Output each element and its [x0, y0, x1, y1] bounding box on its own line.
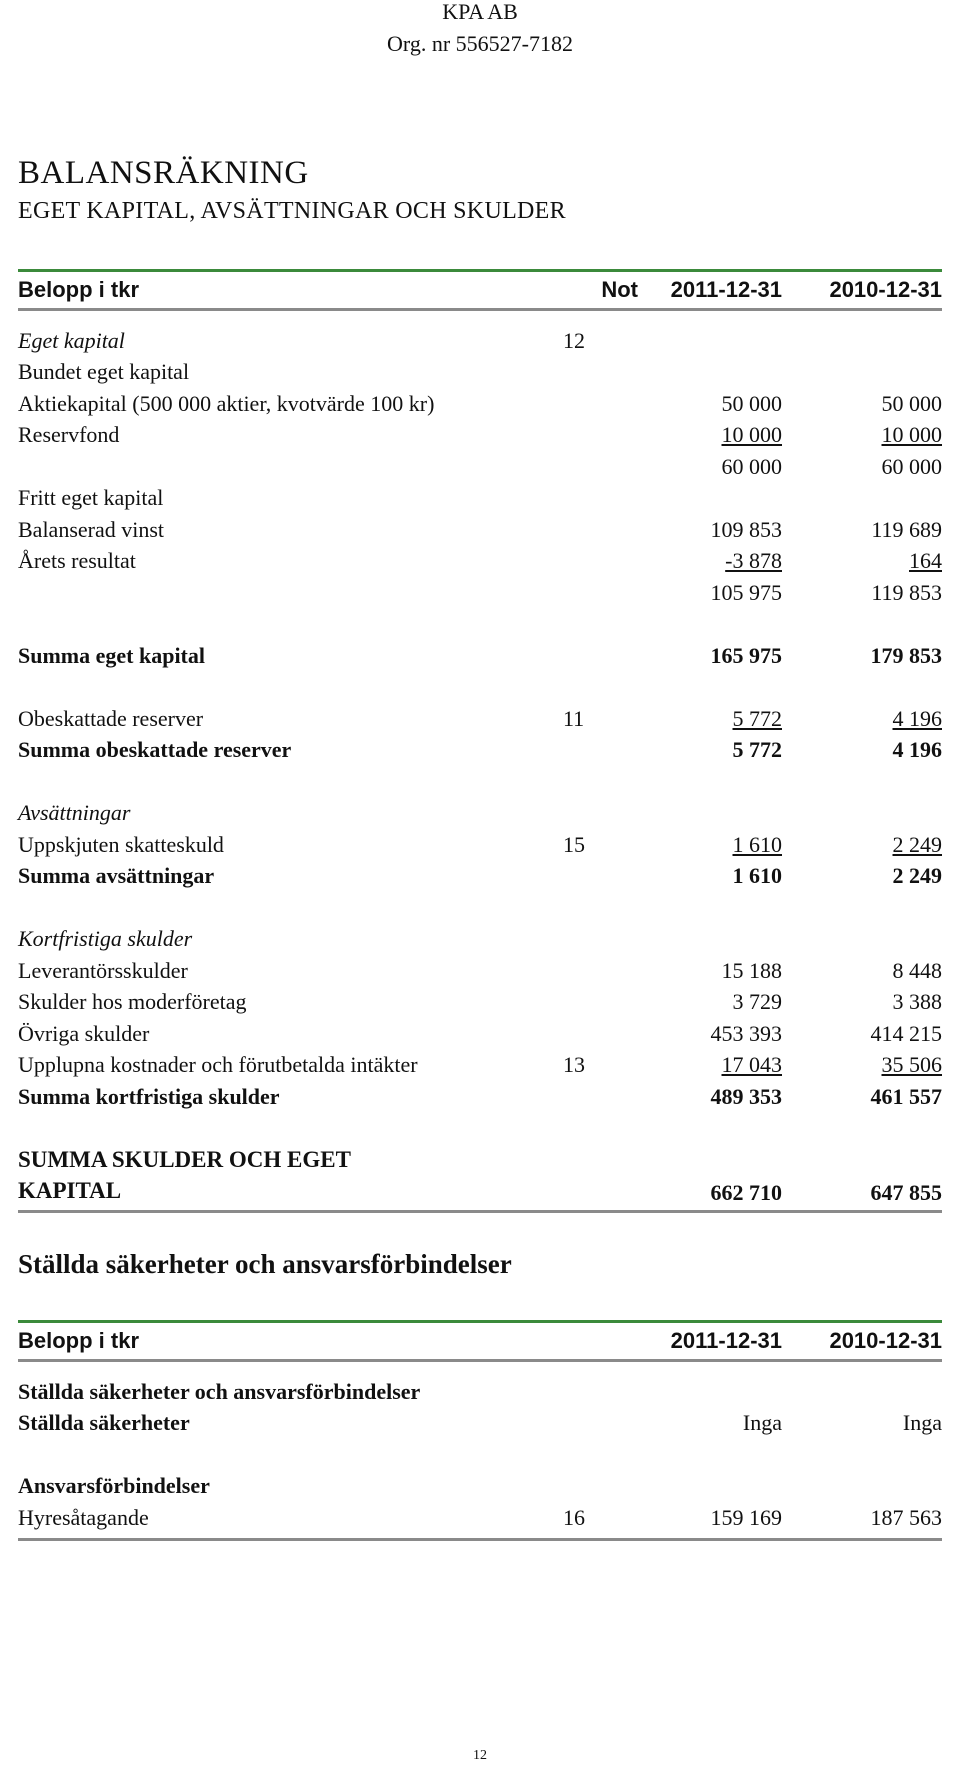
col-note-header: Not — [601, 277, 638, 302]
table-row — [18, 924, 942, 956]
row-value-year2: 10 000 — [881, 422, 942, 448]
row-value-year2: 179 853 — [870, 642, 942, 668]
row-label: Summa kortfristiga skulder — [18, 1083, 280, 1109]
row-value-year2: 4 196 — [892, 705, 942, 731]
spacer — [18, 672, 942, 704]
grand-total-rule — [18, 1210, 942, 1213]
row-value-year2: 35 506 — [881, 1052, 942, 1078]
pledged-table-body — [18, 1376, 942, 1534]
row-value-year1: 489 353 — [710, 1083, 782, 1109]
row-value-year2: 60 000 — [881, 453, 942, 479]
row-label: Årets resultat — [18, 548, 136, 574]
row-value-year1: Inga — [742, 1410, 782, 1436]
table-row — [18, 955, 942, 987]
col-label-header: Belopp i tkr — [18, 277, 140, 302]
table-row — [18, 829, 942, 861]
row-value-year2: 119 853 — [871, 579, 942, 605]
table-row — [18, 640, 942, 672]
spacer — [18, 892, 942, 924]
row-value-year1: 5 772 — [732, 705, 782, 731]
row-value-year1: 3 729 — [732, 989, 782, 1015]
spacer — [18, 609, 942, 641]
table-row — [18, 388, 942, 420]
table-row — [18, 735, 942, 767]
row-value-year2: 3 388 — [892, 989, 942, 1015]
table-row — [18, 357, 942, 389]
table-row — [18, 1018, 942, 1050]
row-label: Uppskjuten skatteskuld — [18, 831, 224, 857]
row-value-year1: 165 975 — [710, 642, 782, 668]
grand-total — [18, 1144, 942, 1206]
row-value-year2: 4 196 — [892, 737, 942, 763]
row-label: Reservfond — [18, 422, 120, 448]
grand-total-year1: 662 710 — [710, 1180, 782, 1205]
row-value-year1: 159 169 — [710, 1504, 782, 1530]
row-note: 11 — [563, 705, 585, 731]
row-value-year1: 453 393 — [710, 1020, 782, 1046]
pledged-column-header — [18, 1323, 942, 1359]
row-value-year1: 5 772 — [732, 737, 782, 763]
row-value-year2: 119 689 — [871, 516, 942, 542]
row-label: Fritt eget kapital — [18, 485, 164, 511]
table-row — [18, 987, 942, 1019]
row-note: 16 — [563, 1504, 585, 1530]
table-row — [18, 451, 942, 483]
page-title: BALANSRÄKNING — [18, 155, 309, 191]
pledged-heading: Ställda säkerheter och ansvarsförbindelser — [18, 1249, 512, 1279]
spacer — [18, 766, 942, 798]
pledged-bottom-rule — [18, 1538, 942, 1541]
row-label: Eget kapital — [18, 327, 125, 353]
row-label: Bundet eget kapital — [18, 359, 190, 385]
company-name: KPA AB — [442, 0, 518, 24]
row-value-year2: 2 249 — [892, 831, 942, 857]
pledged-col-year1-header: 2011-12-31 — [670, 1328, 782, 1353]
table-row — [18, 1502, 942, 1534]
row-label: Ställda säkerheter och ansvarsförbindelser — [18, 1378, 421, 1404]
row-label: Balanserad vinst — [18, 516, 165, 542]
page-subtitle: EGET KAPITAL, AVSÄTTNINGAR OCH SKULDER — [18, 198, 566, 224]
row-value-year2: 2 249 — [892, 863, 942, 889]
row-label: Summa eget kapital — [18, 642, 205, 668]
org-number: Org. nr 556527-7182 — [387, 31, 573, 56]
row-value-year1: 50 000 — [721, 390, 782, 416]
row-label: Avsättningar — [18, 800, 131, 826]
row-note: 12 — [563, 327, 585, 353]
row-label: Aktiekapital (500 000 aktier, kvotvärde 100 kr) — [18, 390, 435, 416]
row-value-year1: 60 000 — [721, 453, 782, 479]
row-value-year1: 15 188 — [721, 957, 782, 983]
table-row — [18, 483, 942, 515]
table-row — [18, 546, 942, 578]
row-value-year2: 187 563 — [870, 1504, 942, 1530]
table-row — [18, 703, 942, 735]
table-row — [18, 1471, 942, 1503]
row-label: Summa avsättningar — [18, 863, 215, 889]
pledged-col-year2-header: 2010-12-31 — [829, 1328, 942, 1353]
row-label: Summa obeskattade reserver — [18, 737, 292, 763]
table-row — [18, 1408, 942, 1440]
row-label: Hyresåtagande — [18, 1504, 149, 1530]
row-value-year2: 414 215 — [870, 1020, 942, 1046]
table-row — [18, 861, 942, 893]
row-label: Skulder hos moderföretag — [18, 989, 247, 1015]
spacer — [18, 1439, 942, 1471]
row-label: Ställda säkerheter — [18, 1410, 190, 1436]
row-value-year2: 164 — [909, 548, 942, 574]
row-value-year2: 8 448 — [892, 957, 942, 983]
table-row — [18, 1081, 942, 1113]
table-row — [18, 1050, 942, 1082]
row-label: Leverantörsskulder — [18, 957, 188, 983]
document-page — [18, 0, 942, 1541]
pledged-col-label-header: Belopp i tkr — [18, 1328, 140, 1353]
table-row — [18, 514, 942, 546]
balance-column-header — [18, 272, 942, 308]
table-row — [18, 420, 942, 452]
row-label: Obeskattade reserver — [18, 705, 204, 731]
balance-table-body — [18, 325, 942, 1113]
row-value-year1: -3 878 — [725, 548, 782, 574]
grand-total-year2: 647 855 — [870, 1180, 942, 1205]
grand-total-label-line1: SUMMA SKULDER OCH EGET — [18, 1147, 351, 1172]
row-value-year2: 50 000 — [881, 390, 942, 416]
table-row — [18, 798, 942, 830]
row-value-year1: 1 610 — [732, 863, 782, 889]
row-value-year2: 461 557 — [870, 1083, 942, 1109]
table-row — [18, 1376, 942, 1408]
col-year2-header: 2010-12-31 — [829, 277, 942, 302]
row-value-year1: 1 610 — [732, 831, 782, 857]
row-note: 13 — [563, 1052, 585, 1078]
table-row — [18, 325, 942, 357]
row-value-year1: 10 000 — [721, 422, 782, 448]
row-note: 15 — [563, 831, 585, 857]
row-label: Upplupna kostnader och förutbetalda intäkter — [18, 1052, 418, 1078]
row-label: Övriga skulder — [18, 1020, 150, 1046]
company-header — [18, 0, 942, 60]
row-value-year1: 105 975 — [710, 579, 782, 605]
page-number: 12 — [473, 1748, 487, 1763]
row-label: Kortfristiga skulder — [18, 926, 193, 952]
row-value-year2: Inga — [902, 1410, 942, 1436]
row-label: Ansvarsförbindelser — [18, 1473, 210, 1499]
col-year1-header: 2011-12-31 — [670, 277, 782, 302]
row-value-year1: 17 043 — [721, 1052, 782, 1078]
grand-total-label-line2: KAPITAL — [18, 1178, 122, 1203]
table-row — [18, 577, 942, 609]
row-value-year1: 109 853 — [710, 516, 782, 542]
